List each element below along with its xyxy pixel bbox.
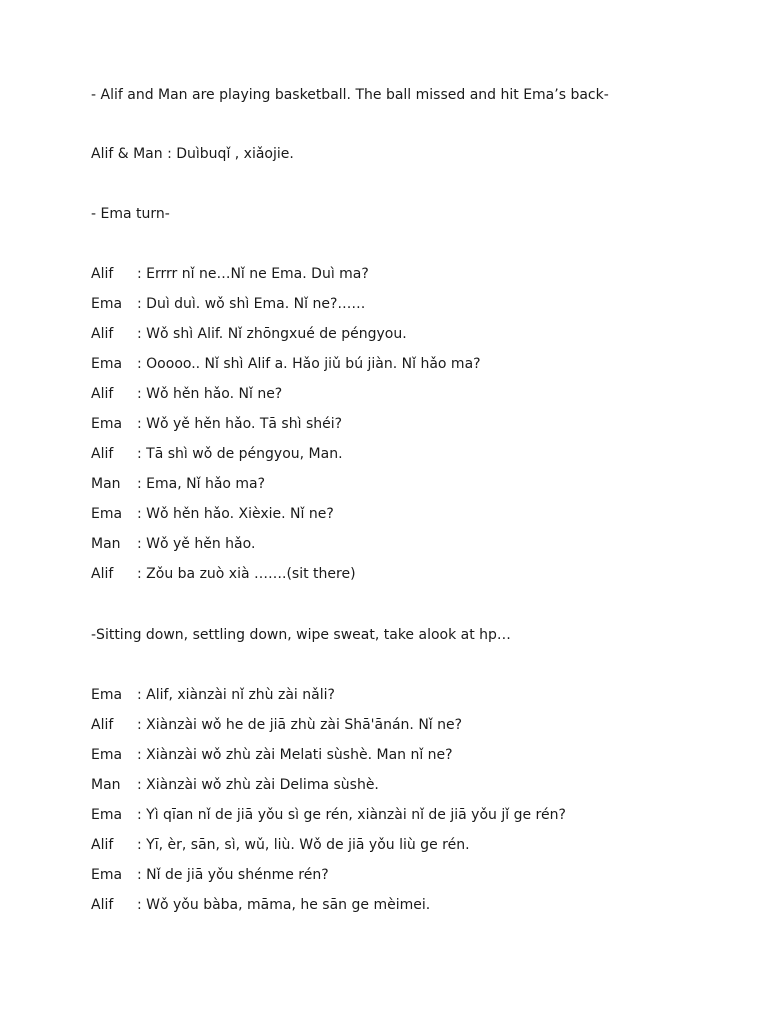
speaker-name: Alif bbox=[91, 266, 114, 282]
apology-line: Alif & Man : Duìbuqǐ , xiǎojie. bbox=[91, 146, 294, 162]
dialogue-text: : Errrr nǐ ne…Nǐ ne Ema. Duì ma? bbox=[137, 266, 369, 282]
dialogue-line bbox=[91, 686, 335, 704]
narration-ema-turn: - Ema turn- bbox=[91, 206, 170, 222]
dialogue-line bbox=[91, 295, 365, 313]
dialogue-line bbox=[91, 565, 356, 583]
dialogue-text: : Zǒu ba zuò xià …….(sit there) bbox=[137, 566, 356, 582]
speaker-name: Ema bbox=[91, 506, 123, 522]
speaker-name: Ema bbox=[91, 356, 123, 372]
dialogue-text: : Wǒ hěn hǎo. Nǐ ne? bbox=[137, 386, 283, 402]
dialogue-text: : Ooooo.. Nǐ shì Alif a. Hǎo jiǔ bú jiàn. Nǐ hǎo ma? bbox=[137, 356, 481, 372]
dialogue-line bbox=[91, 505, 334, 523]
dialogue-text: : Wǒ hěn hǎo. Xièxie. Nǐ ne? bbox=[137, 506, 334, 522]
dialogue-line bbox=[91, 325, 407, 343]
dialogue-line bbox=[91, 746, 453, 764]
dialogue-line bbox=[91, 806, 566, 824]
speaker-name: Alif bbox=[91, 566, 114, 582]
dialogue-line bbox=[91, 355, 481, 373]
dialogue-text: : Wǒ shì Alif. Nǐ zhōngxué de péngyou. bbox=[137, 326, 407, 342]
speaker-name: Alif bbox=[91, 446, 114, 462]
speaker-name: Man bbox=[91, 476, 121, 492]
dialogue-text: : Xiànzài wǒ he de jiā zhù zài Shā'ānán. Nǐ ne? bbox=[137, 717, 463, 733]
dialogue-text: : Tā shì wǒ de péngyou, Man. bbox=[137, 446, 343, 462]
dialogue-text: : Alif, xiànzài nǐ zhù zài nǎli? bbox=[137, 687, 335, 703]
dialogue-line bbox=[91, 836, 470, 854]
dialogue-text: : Wǒ yǒu bàba, māma, he sān ge mèimei. bbox=[137, 897, 431, 913]
speaker-name: Ema bbox=[91, 296, 123, 312]
dialogue-line bbox=[91, 776, 379, 794]
speaker-name: Man bbox=[91, 777, 121, 793]
dialogue-text: : Yì qīan nǐ de jiā yǒu sì ge rén, xiànzài nǐ de jiā yǒu jǐ ge rén? bbox=[137, 807, 566, 823]
narration-intro: - Alif and Man are playing basketball. The ball missed and hit Ema’s back- bbox=[91, 87, 609, 103]
dialogue-text: : Wǒ yě hěn hǎo. Tā shì shéi? bbox=[137, 416, 343, 432]
dialogue-line bbox=[91, 385, 282, 403]
dialogue-line bbox=[91, 475, 265, 493]
speaker-name: Ema bbox=[91, 747, 123, 763]
dialogue-text: : Duì duì. wǒ shì Ema. Nǐ ne?…… bbox=[137, 296, 366, 312]
dialogue-line bbox=[91, 265, 369, 283]
speaker-name: Alif bbox=[91, 837, 114, 853]
speaker-name: Alif bbox=[91, 897, 114, 913]
dialogue-line bbox=[91, 415, 342, 433]
dialogue-line bbox=[91, 535, 255, 553]
dialogue-line bbox=[91, 866, 329, 884]
speaker-name: Ema bbox=[91, 687, 123, 703]
dialogue-line bbox=[91, 445, 343, 463]
speaker-name: Alif bbox=[91, 717, 114, 733]
dialogue-text: : Wǒ yě hěn hǎo. bbox=[137, 536, 256, 552]
dialogue-line bbox=[91, 896, 430, 914]
dialogue-text: : Xiànzài wǒ zhù zài Melati sùshè. Man nǐ ne? bbox=[137, 747, 453, 763]
speaker-name: Ema bbox=[91, 416, 123, 432]
speaker-name: Man bbox=[91, 536, 121, 552]
dialogue-text: : Yī, èr, sān, sì, wǔ, liù. Wǒ de jiā yǒu liù ge rén. bbox=[137, 837, 470, 853]
speaker-name: Ema bbox=[91, 807, 123, 823]
dialogue-text: : Ema, Nǐ hǎo ma? bbox=[137, 476, 266, 492]
speaker-name: Alif bbox=[91, 326, 114, 342]
dialogue-text: : Nǐ de jiā yǒu shénme rén? bbox=[137, 867, 329, 883]
dialogue-text: : Xiànzài wǒ zhù zài Delima sùshè. bbox=[137, 777, 379, 793]
dialogue-line bbox=[91, 716, 462, 734]
narration-sitting: -Sitting down, settling down, wipe sweat, take alook at hp… bbox=[91, 627, 511, 643]
speaker-name: Alif bbox=[91, 386, 114, 402]
speaker-name: Ema bbox=[91, 867, 123, 883]
